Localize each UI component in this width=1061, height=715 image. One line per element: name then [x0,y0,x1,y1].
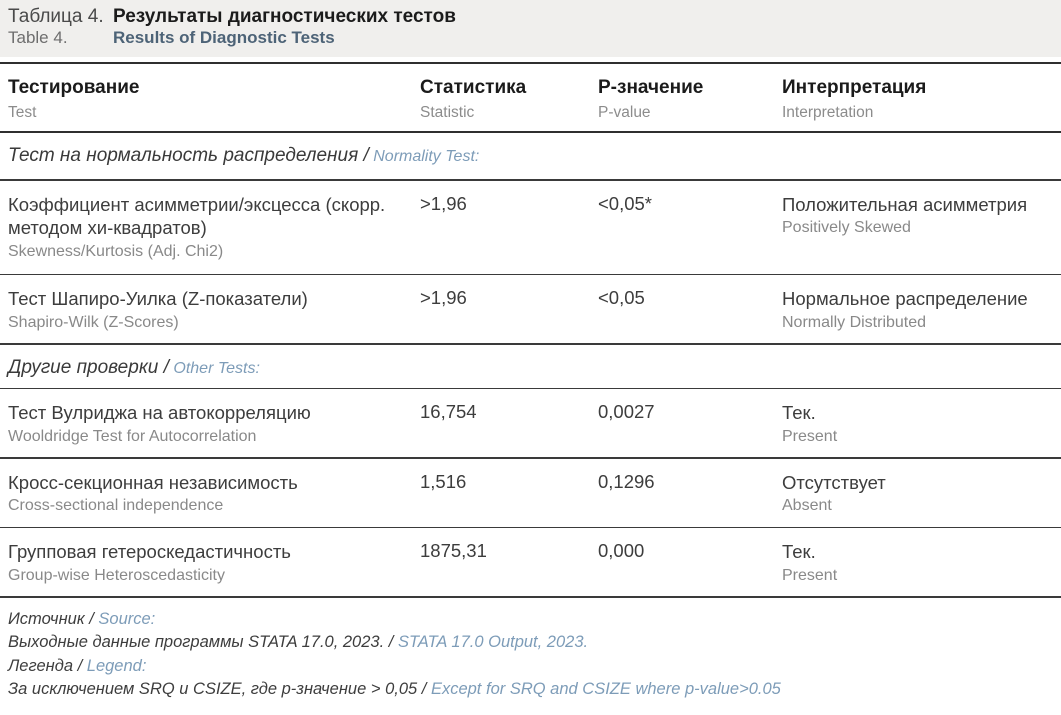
table-title-en: Results of Diagnostic Tests [113,28,335,47]
test-name-en: Group-wise Heteroscedasticity [8,566,225,584]
statistic-value: >1,96 [420,287,467,308]
column-header-statistic [420,64,598,131]
footnote-legend-text [8,678,1061,702]
p-value: 0,0027 [598,401,655,422]
p-value: <0,05 [598,287,645,308]
interpretation-cell [782,389,1061,457]
interpretation-ru: Нормальное распределение [782,288,1028,309]
test-name-ru: Групповая гетероскедастичность [8,541,291,562]
p-value: 0,1296 [598,470,655,492]
interpretation-ru: Тек. [782,541,816,562]
column-header-pvalue-ru: P-значение [598,77,704,98]
test-cell [8,275,420,343]
column-header-row [0,64,1061,131]
footnote-source-text [8,631,1061,655]
interpretation-ru: Тек. [782,402,816,423]
footnote-ru: Источник / [8,609,94,628]
interpretation-cell [782,275,1061,343]
test-name-en: Skewness/Kurtosis (Adj. Chi2) [8,242,224,260]
footnote-legend-label [8,655,1061,679]
interpretation-en: Normally Distributed [782,313,927,331]
column-header-statistic-en: Statistic [420,104,475,122]
caption-line-ru [8,6,1051,28]
table-row [0,181,1061,274]
column-header-test-ru: Тестирование [8,77,140,98]
column-header-pvalue-en: P-value [598,104,651,122]
column-header-interpretation-en: Interpretation [782,104,874,122]
interpretation-en: Present [782,427,838,445]
test-cell [8,181,420,274]
interpretation-ru: Положительная асимметрия [782,193,1028,215]
table-row [0,389,1061,457]
test-cell [8,459,420,527]
caption-line-en [8,28,1051,48]
table-title-ru: Результаты диагностических тестов [113,6,456,27]
interpretation-ru: Отсутствует [782,471,886,493]
test-cell [8,389,420,457]
footnote-ru: За исключением SRQ и CSIZE, где p-значение > 0,05 / [8,680,427,698]
table-number-en: Table 4. [8,28,68,47]
interpretation-cell [782,528,1061,596]
interpretation-en: Present [782,566,838,584]
column-header-interpretation-ru: Интерпретация [782,77,927,98]
statistic-value: 1,516 [420,470,467,492]
test-cell [8,528,420,596]
table-number-ru: Таблица 4. [8,6,104,27]
statistic-value: 16,754 [420,401,477,422]
test-name-ru: Тест Вулриджа на автокорреляцию [8,402,311,423]
table-caption-band [0,0,1061,57]
section-label-ru: Тест на нормальность распределения / [8,145,369,166]
footnote-source-label [8,608,1061,632]
footnote-en: STATA 17.0 Output, 2023. [397,633,589,651]
footnote-ru: Легенда / [8,656,83,675]
test-name-en: Cross-sectional independence [8,497,224,515]
interpretation-cell [782,181,1061,274]
section-header-normality [0,133,1061,179]
test-name-en: Shapiro-Wilk (Z-Scores) [8,313,179,331]
table-row [0,459,1061,527]
column-header-statistic-ru: Статистика [420,77,527,98]
interpretation-en: Absent [782,497,832,515]
test-name-ru: Тест Шапиро-Уилка (Z-показатели) [8,288,308,309]
interpretation-cell [782,459,1061,527]
section-header-other-tests [0,345,1061,388]
column-header-test-en: Test [8,104,37,122]
footnote-en: Legend: [86,656,147,675]
p-value: <0,05* [598,192,653,214]
section-label-en: Normality Test: [373,148,480,165]
footnote-en: Source: [98,609,156,628]
section-label-ru: Другие проверки / [8,356,169,378]
test-name-ru: Кросс-секционная независимость [8,471,298,493]
test-name-en: Wooldridge Test for Autocorrelation [8,427,257,445]
test-name-ru: Коэффициент асимметрии/эксцесса (скорр. методом хи-квадратов) [8,193,386,239]
statistic-value: 1875,31 [420,540,487,561]
column-header-pvalue [598,64,782,131]
table-footnotes [0,598,1061,702]
statistic-value: >1,96 [420,192,467,214]
table-row [0,528,1061,596]
column-header-interpretation [782,64,1061,131]
footnote-ru: Выходные данные программы STATA 17.0, 2023. / [8,633,394,651]
footnote-en: Except for SRQ and CSIZE where p-value>0.05 [430,680,781,698]
p-value: 0,000 [598,540,645,561]
table-row [0,275,1061,343]
column-header-test [8,64,420,131]
section-label-en: Other Tests: [173,359,260,377]
interpretation-en: Positively Skewed [782,219,911,237]
